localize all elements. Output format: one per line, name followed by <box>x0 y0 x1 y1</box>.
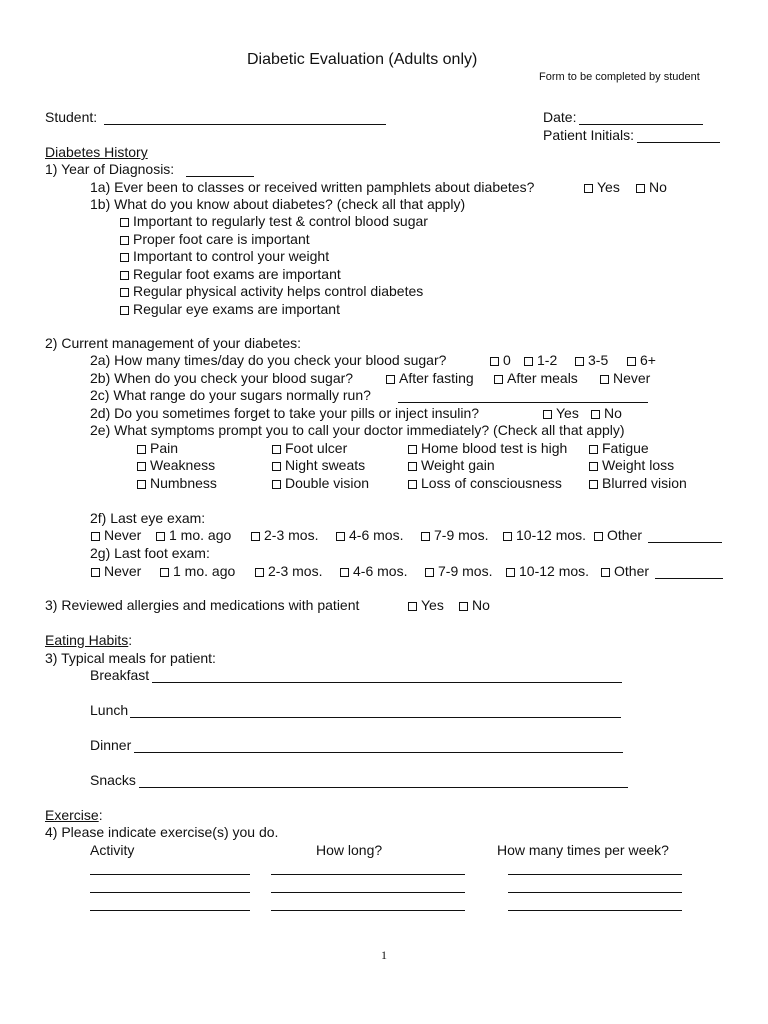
q2e-text: 2e) What symptoms prompt you to call your doctor immediately? (Check all that apply) <box>90 422 625 438</box>
times-per-week-field-3[interactable] <box>508 910 682 911</box>
symptom-fatigue[interactable] <box>589 440 649 457</box>
symptom-loss-of-consciousness[interactable] <box>408 475 562 492</box>
eye-exam-other-field[interactable] <box>648 542 722 543</box>
times-per-week-field-1[interactable] <box>508 874 682 875</box>
q1a-no-option[interactable] <box>636 179 667 196</box>
checkbox[interactable] <box>494 375 503 384</box>
option-label: Numbness <box>150 475 217 491</box>
allergies-yes-option[interactable] <box>408 597 444 614</box>
checkbox[interactable] <box>408 480 417 489</box>
how-long-field-1[interactable] <box>271 874 465 875</box>
eating-habits-heading <box>45 632 132 649</box>
q1b-option-6[interactable] <box>120 301 340 318</box>
option-label: No <box>604 405 622 421</box>
foot-exam-2-3-mos[interactable] <box>255 563 322 580</box>
lunch-field[interactable] <box>130 717 621 718</box>
q2a-option-1-2[interactable] <box>524 352 557 369</box>
checkbox[interactable] <box>524 357 533 366</box>
q1b-option-2[interactable] <box>120 231 310 248</box>
q3-meals-text: 3) Typical meals for patient: <box>45 650 216 666</box>
foot-exam-1-mo[interactable] <box>160 563 235 580</box>
option-label: Yes <box>421 597 444 613</box>
allergies-no-option[interactable] <box>459 597 490 614</box>
student-field[interactable] <box>104 124 386 125</box>
foot-exam-other[interactable] <box>601 563 649 580</box>
lunch-label: Lunch <box>90 702 129 718</box>
diabetes-history-heading: Diabetes History <box>45 144 148 160</box>
form-title: Diabetic Evaluation (Adults only) <box>247 51 478 68</box>
option-label: No <box>649 179 667 195</box>
date-field[interactable] <box>579 124 703 125</box>
checkbox[interactable] <box>120 236 129 245</box>
q2c-field[interactable] <box>398 402 648 403</box>
foot-exam-10-12-mos[interactable] <box>506 563 589 580</box>
option-label: 7-9 mos. <box>434 527 489 543</box>
checkbox[interactable] <box>120 288 129 297</box>
symptom-weight-gain[interactable] <box>408 457 495 474</box>
eating-habits-colon: : <box>128 632 133 648</box>
option-label: After meals <box>507 370 578 386</box>
breakfast-field[interactable] <box>152 682 622 683</box>
eye-exam-2-3-mos[interactable] <box>251 527 318 544</box>
symptom-double-vision[interactable] <box>272 475 369 492</box>
option-label: Never <box>104 563 142 579</box>
eye-exam-7-9-mos[interactable] <box>421 527 488 544</box>
checkbox[interactable] <box>600 375 609 384</box>
symptom-foot-ulcer[interactable] <box>272 440 347 457</box>
activity-column-header: Activity <box>90 842 135 858</box>
option-label: 4-6 mos. <box>349 527 404 543</box>
checkbox[interactable] <box>336 532 345 541</box>
checkbox[interactable] <box>594 532 603 541</box>
checkbox[interactable] <box>408 462 417 471</box>
dinner-field[interactable] <box>134 752 623 753</box>
checkbox[interactable] <box>91 568 100 577</box>
foot-exam-never[interactable] <box>91 563 141 580</box>
q2d-text: 2d) Do you sometimes forget to take your pills or inject insulin? <box>90 405 480 421</box>
option-label: Never <box>613 370 651 386</box>
year-of-diagnosis-field[interactable] <box>186 176 254 177</box>
exercise-heading-text: Exercise <box>45 807 99 823</box>
option-label: Other <box>614 563 650 579</box>
checkbox[interactable] <box>589 445 598 454</box>
snacks-field[interactable] <box>139 787 628 788</box>
option-label: Weight gain <box>421 457 495 473</box>
activity-field-3[interactable] <box>90 910 250 911</box>
q2f-text: 2f) Last eye exam: <box>90 510 206 526</box>
option-label: Important to regularly test & control blood sugar <box>133 213 428 229</box>
foot-exam-4-6-mos[interactable] <box>340 563 407 580</box>
how-long-field-2[interactable] <box>271 892 465 893</box>
q2d-yes-option[interactable] <box>543 405 579 422</box>
option-label: Blurred vision <box>602 475 687 491</box>
foot-exam-other-field[interactable] <box>655 578 723 579</box>
symptom-weakness[interactable] <box>137 457 215 474</box>
checkbox[interactable] <box>340 568 349 577</box>
patient-initials-field[interactable] <box>637 142 720 143</box>
q1a-text: 1a) Ever been to classes or received written pamphlets about diabetes? <box>90 179 535 195</box>
option-label: Foot ulcer <box>285 440 348 456</box>
symptom-weight-loss[interactable] <box>589 457 674 474</box>
student-label: Student: <box>45 109 98 125</box>
option-label: 3-5 <box>588 352 609 368</box>
option-label: Pain <box>150 440 179 456</box>
checkbox[interactable] <box>156 532 165 541</box>
date-label: Date: <box>543 109 577 125</box>
q2b-after-meals-option[interactable] <box>494 370 578 387</box>
how-long-field-3[interactable] <box>271 910 465 911</box>
option-label: Weakness <box>150 457 216 473</box>
q2a-option-0[interactable] <box>490 352 511 369</box>
checkbox[interactable] <box>575 357 584 366</box>
option-label: Proper foot care is important <box>133 231 310 247</box>
checkbox[interactable] <box>408 445 417 454</box>
checkbox[interactable] <box>601 568 610 577</box>
checkbox[interactable] <box>459 602 468 611</box>
option-label: Night sweats <box>285 457 366 473</box>
foot-exam-7-9-mos[interactable] <box>425 563 492 580</box>
checkbox[interactable] <box>251 532 260 541</box>
snacks-label: Snacks <box>90 772 136 788</box>
checkbox[interactable] <box>386 375 395 384</box>
option-label: 2-3 mos. <box>264 527 319 543</box>
eye-exam-never[interactable] <box>91 527 141 544</box>
symptom-numbness[interactable] <box>137 475 217 492</box>
option-label: 6+ <box>640 352 656 368</box>
times-per-week-column-header: How many times per week? <box>497 842 669 858</box>
exercise-heading <box>45 807 103 824</box>
option-label: No <box>472 597 490 613</box>
checkbox[interactable] <box>589 462 598 471</box>
option-label: Regular eye exams are important <box>133 301 340 317</box>
checkbox[interactable] <box>120 271 129 280</box>
option-label: After fasting <box>399 370 474 386</box>
checkbox[interactable] <box>506 568 515 577</box>
checkbox[interactable] <box>584 184 593 193</box>
q2g-text: 2g) Last foot exam: <box>90 545 210 561</box>
checkbox[interactable] <box>589 480 598 489</box>
checkbox[interactable] <box>255 568 264 577</box>
option-label: Important to control your weight <box>133 248 330 264</box>
checkbox[interactable] <box>490 357 499 366</box>
option-label: Regular physical activity helps control diabetes <box>133 283 424 299</box>
option-label: 1-2 <box>537 352 558 368</box>
checkbox[interactable] <box>120 218 129 227</box>
checkbox[interactable] <box>591 410 600 419</box>
exercise-colon: : <box>98 807 103 823</box>
symptom-night-sweats[interactable] <box>272 457 365 474</box>
q1b-option-1[interactable] <box>120 213 428 230</box>
checkbox[interactable] <box>120 253 129 262</box>
eye-exam-10-12-mos[interactable] <box>503 527 586 544</box>
eye-exam-4-6-mos[interactable] <box>336 527 403 544</box>
q1b-option-3[interactable] <box>120 248 329 265</box>
option-label: 4-6 mos. <box>353 563 408 579</box>
option-label: Regular foot exams are important <box>133 266 341 282</box>
q2b-never-option[interactable] <box>600 370 650 387</box>
q1-year-of-diagnosis: 1) Year of Diagnosis: <box>45 161 175 177</box>
option-label: Loss of consciousness <box>421 475 562 491</box>
page-number: 1 <box>381 948 387 962</box>
checkbox[interactable] <box>636 184 645 193</box>
q1a-yes-option[interactable] <box>584 179 620 196</box>
checkbox[interactable] <box>408 602 417 611</box>
checkbox[interactable] <box>120 306 129 315</box>
checkbox[interactable] <box>425 568 434 577</box>
q2c-text: 2c) What range do your sugars normally run? <box>90 387 371 403</box>
activity-field-2[interactable] <box>90 892 250 893</box>
eating-habits-heading-text: Eating Habits <box>45 632 129 648</box>
option-label: Home blood test is high <box>421 440 568 456</box>
checkbox[interactable] <box>137 480 146 489</box>
q2b-text: 2b) When do you check your blood sugar? <box>90 370 354 386</box>
symptom-pain[interactable] <box>137 440 178 457</box>
checkbox[interactable] <box>137 445 146 454</box>
dinner-label: Dinner <box>90 737 132 753</box>
q2a-option-6plus[interactable] <box>627 352 656 369</box>
checkbox[interactable] <box>272 445 281 454</box>
symptom-blurred-vision[interactable] <box>589 475 687 492</box>
form-subtitle: Form to be completed by student <box>539 71 700 83</box>
option-label: 2-3 mos. <box>268 563 323 579</box>
option-label: 7-9 mos. <box>438 563 493 579</box>
option-label: 0 <box>503 352 511 368</box>
checkbox[interactable] <box>91 532 100 541</box>
option-label: 1 mo. ago <box>169 527 232 543</box>
q1b-option-4[interactable] <box>120 266 341 283</box>
q2d-no-option[interactable] <box>591 405 622 422</box>
q1b-option-5[interactable] <box>120 283 423 300</box>
q2a-option-3-5[interactable] <box>575 352 608 369</box>
q2b-after-fasting-option[interactable] <box>386 370 474 387</box>
breakfast-label: Breakfast <box>90 667 150 683</box>
times-per-week-field-2[interactable] <box>508 892 682 893</box>
checkbox[interactable] <box>272 480 281 489</box>
patient-initials-label: Patient Initials: <box>543 127 635 143</box>
eye-exam-other[interactable] <box>594 527 642 544</box>
q4-text: 4) Please indicate exercise(s) you do. <box>45 824 279 840</box>
option-label: Yes <box>556 405 579 421</box>
eye-exam-1-mo[interactable] <box>156 527 231 544</box>
checkbox[interactable] <box>503 532 512 541</box>
option-label: Other <box>607 527 643 543</box>
option-label: Fatigue <box>602 440 649 456</box>
option-label: Double vision <box>285 475 370 491</box>
option-label: 1 mo. ago <box>173 563 236 579</box>
checkbox[interactable] <box>272 462 281 471</box>
checkbox[interactable] <box>160 568 169 577</box>
symptom-home-blood-test-high[interactable] <box>408 440 567 457</box>
how-long-column-header: How long? <box>316 842 383 858</box>
checkbox[interactable] <box>137 462 146 471</box>
q2-text: 2) Current management of your diabetes: <box>45 335 302 351</box>
activity-field-1[interactable] <box>90 874 250 875</box>
option-label: Never <box>104 527 142 543</box>
option-label: Weight loss <box>602 457 675 473</box>
option-label: 10-12 mos. <box>519 563 590 579</box>
q2a-text: 2a) How many times/day do you check your blood sugar? <box>90 352 447 368</box>
checkbox[interactable] <box>421 532 430 541</box>
option-label: 10-12 mos. <box>516 527 587 543</box>
q1b-text: 1b) What do you know about diabetes? (check all that apply) <box>90 196 466 212</box>
option-label: Yes <box>597 179 620 195</box>
checkbox[interactable] <box>543 410 552 419</box>
checkbox[interactable] <box>627 357 636 366</box>
q3-allergies-text: 3) Reviewed allergies and medications with patient <box>45 597 360 613</box>
